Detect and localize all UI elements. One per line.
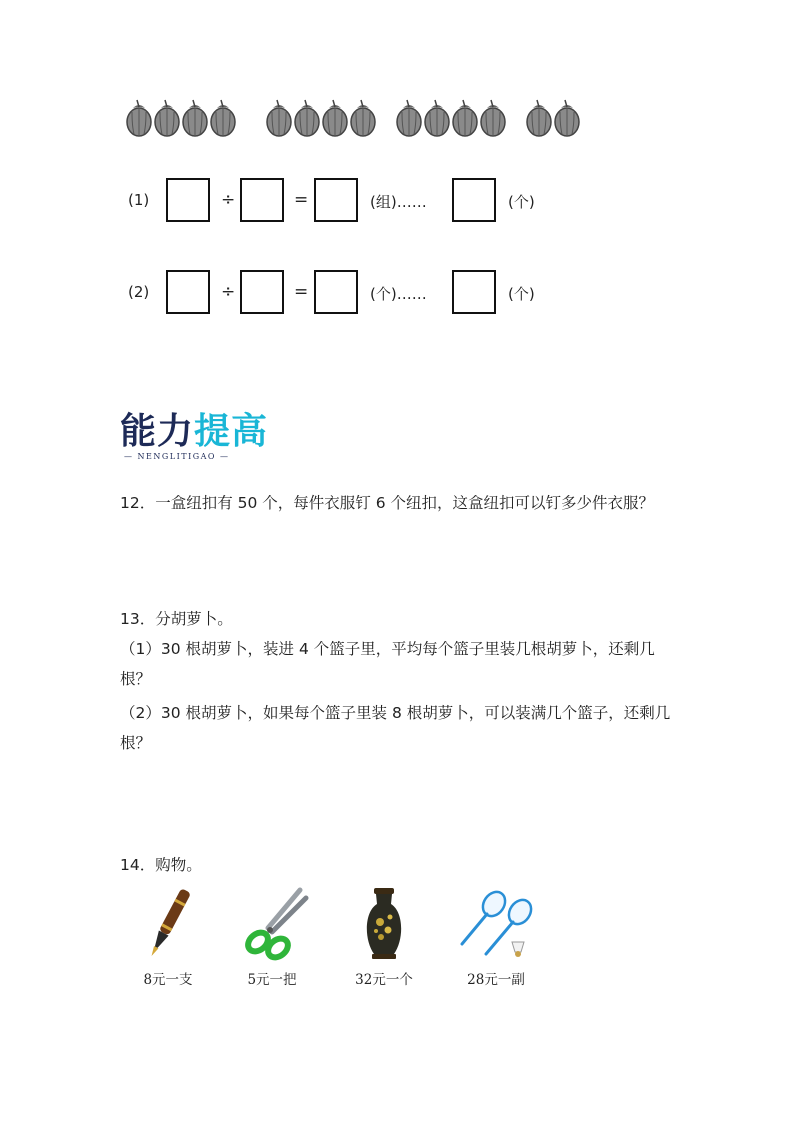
- remainder-unit: (个): [508, 193, 535, 211]
- equals-sign: =: [294, 190, 309, 210]
- fruit-icon: [552, 98, 582, 138]
- item-vase: [336, 884, 432, 994]
- question-14-title: 14．购物。: [120, 856, 202, 874]
- equals-sign: =: [294, 282, 309, 302]
- answer-box-divisor[interactable]: [240, 270, 284, 314]
- divide-sign: ÷: [221, 190, 236, 210]
- fruit-icon: [292, 98, 322, 138]
- remainder-unit: (个): [508, 285, 535, 303]
- logo-subtitle: — NENGLITIGAO —: [124, 452, 230, 461]
- answer-box-remainder[interactable]: [452, 178, 496, 222]
- answer-box-quotient[interactable]: [314, 178, 358, 222]
- fountain-pen-icon: [120, 884, 216, 964]
- fruit-illustration-row: [124, 98, 594, 142]
- question-13-1-line-2: 根？: [120, 670, 152, 688]
- equation-label: (2): [128, 283, 150, 301]
- fruit-icon: [422, 98, 452, 138]
- fruit-icon: [152, 98, 182, 138]
- fruit-icon: [394, 98, 424, 138]
- question-13-2-line-1: （2）30 根胡萝卜，如果每个篮子里装 8 根胡萝卜，可以装满几个篮子，还剩几: [120, 704, 671, 722]
- fruit-icon: [524, 98, 554, 138]
- item-price: 32元一个: [355, 972, 413, 988]
- fruit-icon: [320, 98, 350, 138]
- scissors-icon: [224, 884, 320, 964]
- answer-box-dividend[interactable]: [166, 178, 210, 222]
- item-price: 5元一把: [247, 972, 297, 988]
- answer-box-dividend[interactable]: [166, 270, 210, 314]
- section-logo: [120, 410, 280, 466]
- logo-part-1: 能力: [120, 411, 195, 452]
- fruit-icon: [264, 98, 294, 138]
- equation-row-1: [128, 178, 588, 224]
- item-badminton-set: [448, 884, 544, 994]
- vase-icon: [336, 884, 432, 964]
- equation-row-2: [128, 270, 588, 316]
- fruit-icon: [180, 98, 210, 138]
- fruit-icon: [124, 98, 154, 138]
- item-price: 8元一支: [143, 972, 193, 988]
- logo-part-2: 提高: [194, 411, 269, 452]
- quotient-unit: (组)……: [370, 193, 427, 211]
- quotient-unit: (个)……: [370, 285, 427, 303]
- item-scissors: [224, 884, 320, 994]
- question-13-1-line-1: （1）30 根胡萝卜，装进 4 个篮子里，平均每个篮子里装几根胡萝卜，还剩几: [120, 640, 655, 658]
- badminton-set-icon: [448, 884, 544, 964]
- answer-box-quotient[interactable]: [314, 270, 358, 314]
- fruit-icon: [450, 98, 480, 138]
- logo-title: [120, 410, 268, 454]
- fruit-icon: [478, 98, 508, 138]
- fruit-icon: [208, 98, 238, 138]
- question-13-2-line-2: 根？: [120, 734, 152, 752]
- item-fountain-pen: [120, 884, 216, 994]
- equation-label: (1): [128, 191, 150, 209]
- fruit-icon: [348, 98, 378, 138]
- divide-sign: ÷: [221, 282, 236, 302]
- answer-box-remainder[interactable]: [452, 270, 496, 314]
- item-price: 28元一副: [467, 972, 525, 988]
- answer-box-divisor[interactable]: [240, 178, 284, 222]
- question-13-title: 13．分胡萝卜。: [120, 610, 233, 628]
- question-12: 12．一盒纽扣有 50 个，每件衣服钉 6 个纽扣，这盒纽扣可以钉多少件衣服？: [120, 494, 655, 512]
